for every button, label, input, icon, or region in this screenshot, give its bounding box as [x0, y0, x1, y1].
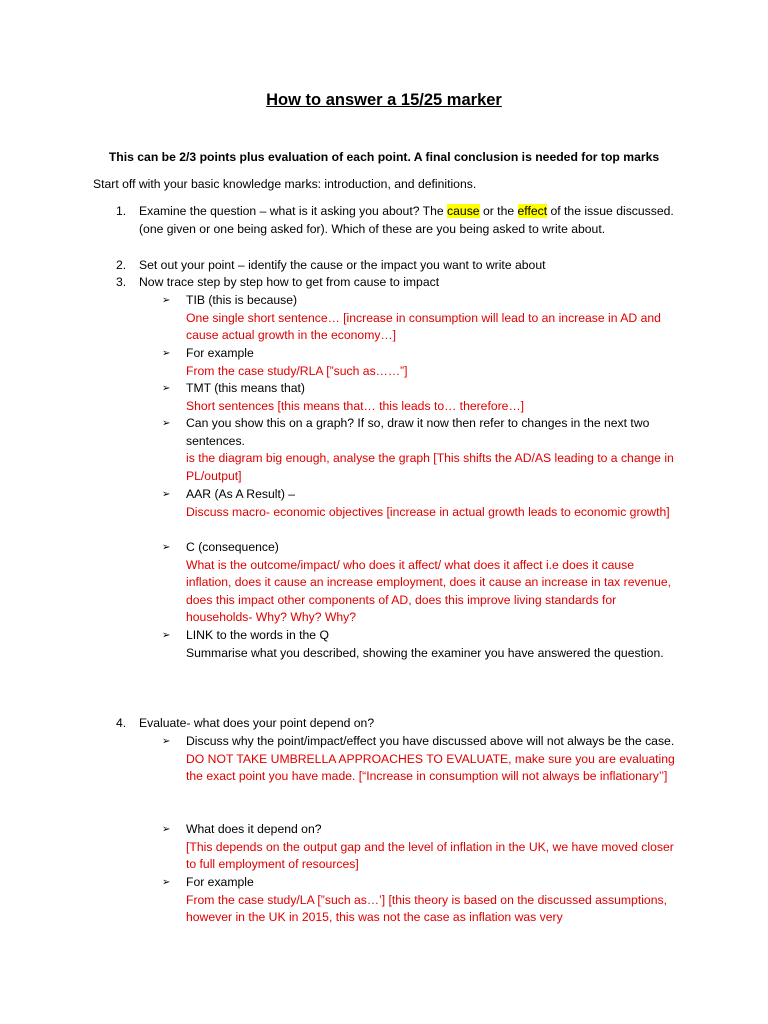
step-3 [116, 274, 676, 292]
bullet-for-example-2 [162, 874, 682, 927]
step-text: Set out your point – identify the cause or the impact you want to write about [139, 258, 546, 272]
bullet-label: TMT (this means that) [186, 381, 305, 395]
step-number: 4. [116, 716, 127, 730]
bullet-detail: Discuss macro- economic objectives [increase in actual growth leads to economic growth] [186, 504, 670, 519]
step-text: Now trace step by step how to get from cause to impact [139, 275, 440, 289]
arrow-bullet-icon: ➢ [162, 824, 171, 835]
bullet-aar [162, 486, 682, 521]
step-text: Evaluate- what does your point depend on? [139, 716, 375, 730]
arrow-bullet-icon: ➢ [162, 489, 171, 500]
arrow-bullet-icon: ➢ [162, 736, 171, 747]
step-number: 1. [116, 204, 127, 218]
bullet-detail: Short sentences [this means that… this leads to… therefore…] [186, 398, 525, 413]
bullet-graph [162, 415, 682, 485]
arrow-bullet-icon: ➢ [162, 418, 171, 429]
arrow-bullet-icon: ➢ [162, 542, 171, 553]
bullet-detail: What is the outcome/impact/ who does it affect/ what does it affect i.e does it cause inflation, does it cause an increase employment, does it cause an increase in tax revenue, does this impact other components of AD, does this improve living standards for households- Why? Why? Why? [186, 557, 672, 625]
bullet-detail: Summarise what you described, showing the examiner you have answered the question. [186, 645, 664, 660]
step-1 [116, 203, 676, 238]
bullet-detail: DO NOT TAKE UMBRELLA APPROACHES TO EVALUATE, make sure you are evaluating the exact point you have made. [“Increase in consumption will not always be inflationary’’] [186, 751, 675, 784]
highlight-cause: cause [447, 204, 480, 218]
step-text: Examine the question – what is it asking you about? The cause or the effect of the issue discussed. (one given or one being asked for). Which of these are you being asked to write about. [139, 204, 674, 236]
intro-text: Start off with your basic knowledge marks: introduction, and definitions. [93, 177, 477, 191]
step-4 [116, 715, 676, 733]
step-number: 3. [116, 275, 127, 289]
bullet-label: AAR (As A Result) – [186, 487, 296, 501]
bullet-label: LINK to the words in the Q [186, 628, 329, 642]
bullet-label: For example [186, 346, 254, 360]
arrow-bullet-icon: ➢ [162, 348, 171, 359]
bullet-for-example [162, 345, 682, 380]
page-title: How to answer a 15/25 marker [266, 91, 502, 109]
bullet-label: Can you show this on a graph? If so, draw it now then refer to changes in the next two sentences. [186, 416, 650, 448]
page-subtitle: This can be 2/3 points plus evaluation of each point. A final conclusion is needed for top marks [108, 150, 660, 164]
bullet-detail: From the case study/LA [”such as…’] [this theory is based on the discussed assumptions, however in the UK in 2015, this was not the case as inflation was very [186, 892, 667, 925]
step-2 [116, 257, 676, 275]
arrow-bullet-icon: ➢ [162, 630, 171, 641]
bullet-detail: One single short sentence… [increase in consumption will lead to an increase in AD and cause actual growth in the economy…] [186, 310, 661, 343]
bullet-label: What does it depend on? [186, 822, 322, 836]
bullet-consequence [162, 539, 682, 627]
arrow-bullet-icon: ➢ [162, 383, 171, 394]
bullet-label: For example [186, 875, 254, 889]
bullet-label: TIB (this is because) [186, 293, 298, 307]
bullet-detail: [This depends on the output gap and the level of inflation in the UK, we have moved closer to full employment of resources] [186, 839, 674, 872]
bullet-tmt [162, 380, 682, 415]
arrow-bullet-icon: ➢ [162, 295, 171, 306]
step-number: 2. [116, 258, 127, 272]
arrow-bullet-icon: ➢ [162, 877, 171, 888]
bullet-discuss [162, 733, 682, 786]
bullet-label: C (consequence) [186, 540, 279, 554]
bullet-depend [162, 821, 682, 874]
bullet-label: Discuss why the point/impact/effect you have discussed above will not always be the case. [186, 734, 675, 748]
highlight-effect: effect [517, 204, 548, 218]
bullet-link [162, 627, 682, 662]
bullet-tib [162, 292, 682, 345]
bullet-detail: From the case study/RLA [”such as……”] [186, 363, 408, 378]
bullet-detail: is the diagram big enough, analyse the graph [This shifts the AD/AS leading to a change in PL/output] [186, 451, 674, 483]
